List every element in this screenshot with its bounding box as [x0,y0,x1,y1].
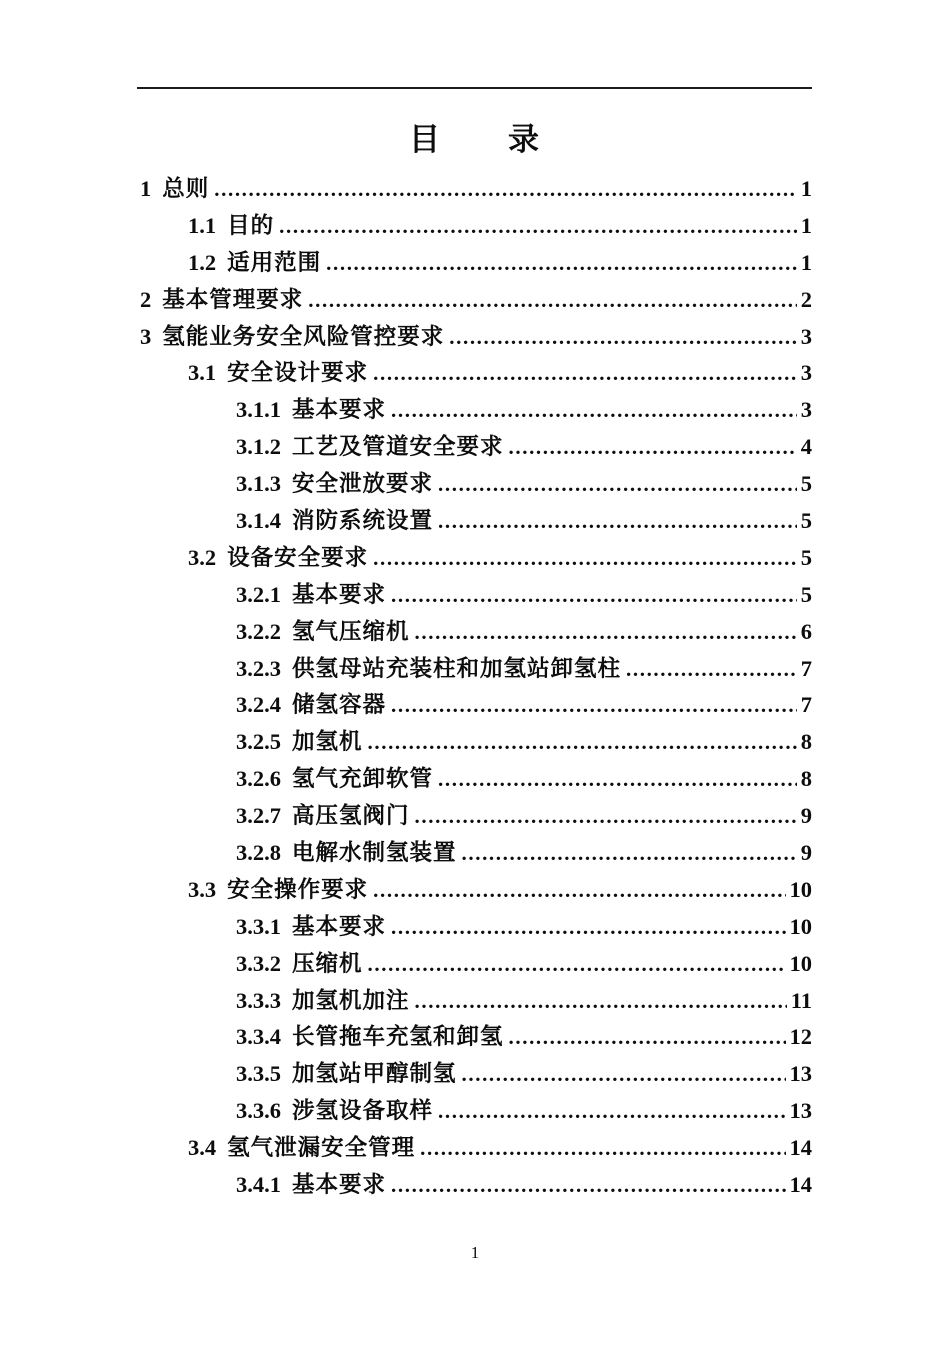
toc-entry-number: 3.2.5 [236,729,281,755]
toc-entry-page: 5 [800,508,812,534]
toc-entry[interactable] [140,355,812,392]
toc-entry[interactable] [140,245,812,282]
toc-entry-number: 3.3.5 [236,1061,281,1087]
toc-entry[interactable] [140,651,812,688]
toc-entry-page: 7 [800,692,812,718]
toc-entry-number: 3.1.2 [236,434,281,460]
toc-entry-page: 10 [789,876,812,902]
toc-entry-number: 3.4 [188,1135,217,1161]
toc-entry-page: 5 [800,544,812,570]
toc-entry[interactable] [140,577,812,614]
toc-entry-number: 3.1.4 [236,508,281,534]
toc-entry[interactable] [140,282,812,319]
toc-entry-page: 3 [800,323,812,349]
toc-entry-number: 3.2.8 [236,840,281,866]
toc-entry[interactable] [140,798,812,835]
toc-entry-number: 3.3.6 [236,1098,281,1124]
toc-entry-label: 工艺及管道安全要求 [292,434,504,460]
toc-entry-page: 11 [790,987,812,1013]
toc-entry-label: 加氢站甲醇制氢 [292,1061,457,1087]
toc-leader-dots [214,171,796,208]
toc-entry-page: 7 [800,655,812,681]
toc-entry-page: 13 [789,1061,812,1087]
toc-leader-dots [438,466,797,503]
toc-entry-number: 3.2 [188,544,217,570]
toc-entry[interactable] [140,1130,812,1167]
toc-entry[interactable] [140,946,812,983]
toc-entry-label: 适用范围 [227,249,322,275]
toc-entry[interactable] [140,392,812,429]
toc-entry-page: 5 [800,471,812,497]
toc-entry-number: 3.2.7 [236,803,281,829]
toc-entry[interactable] [140,208,812,245]
toc-leader-dots [279,208,797,245]
toc-entry-page: 13 [789,1098,812,1124]
toc-entry-number: 1 [140,176,152,201]
toc-entry[interactable] [140,1019,812,1056]
toc-entry[interactable] [140,687,812,724]
toc-leader-dots [368,946,786,983]
toc-entry-number: 3.3.4 [236,1024,281,1050]
toc-entry-label: 供氢母站充装柱和加氢站卸氢柱 [292,655,622,681]
toc-entry[interactable] [140,872,812,909]
toc-entry-label: 长管拖车充氢和卸氢 [292,1024,504,1050]
toc-entry-label: 电解水制氢装置 [292,840,457,866]
toc-leader-dots [438,503,797,540]
toc-leader-dots [626,651,797,688]
toc-leader-dots [415,798,797,835]
toc-entry-label: 基本管理要求 [162,286,304,312]
toc-leader-dots [368,724,797,761]
toc-entry-number: 3.1 [188,360,217,386]
toc-entry-label: 储氢容器 [292,692,387,718]
toc-entry-label: 氢气泄漏安全管理 [227,1135,416,1161]
toc-leader-dots [420,1130,785,1167]
toc-entry-label: 安全操作要求 [227,876,369,902]
toc-entry-number: 1.2 [188,249,217,275]
toc-leader-dots [415,983,787,1020]
toc-leader-dots [326,245,797,282]
toc-entry-page: 10 [789,913,812,939]
toc-entry-number: 1.1 [188,212,217,238]
toc-entry-label: 氢气压缩机 [292,618,410,644]
toc-entry-label: 基本要求 [292,397,387,423]
toc-leader-dots [391,909,785,946]
toc-entry-number: 3.3.3 [236,987,281,1013]
toc-entry-number: 3.2.6 [236,766,281,792]
toc-entry-number: 3.3 [188,876,217,902]
toc-entry-label: 加氢机加注 [292,987,410,1013]
toc-entry-label: 氢气充卸软管 [292,766,434,792]
toc-entry-label: 总则 [162,176,210,201]
toc-leader-dots [449,319,796,356]
toc-leader-dots [373,355,797,392]
toc-entry[interactable] [140,319,812,356]
toc-entry[interactable] [140,429,812,466]
toc-entry-page: 9 [800,840,812,866]
toc-entry[interactable] [140,614,812,651]
toc-entry-label: 氢能业务安全风险管控要求 [162,323,445,349]
toc-entry-label: 安全泄放要求 [292,471,434,497]
toc-leader-dots [509,429,797,466]
toc-entry-label: 基本要求 [292,913,387,939]
toc-leader-dots [462,835,797,872]
toc-entry-page: 1 [800,212,812,238]
toc-leader-dots [415,614,797,651]
toc-entry[interactable] [140,1167,812,1204]
toc-entry[interactable] [140,171,812,208]
toc-entry-number: 3.3.1 [236,913,281,939]
toc-entry-label: 设备安全要求 [227,544,369,570]
toc-entry-page: 10 [789,950,812,976]
toc-entry-number: 3.4.1 [236,1172,281,1198]
toc-leader-dots [308,282,796,319]
toc-entry-number: 3.1.3 [236,471,281,497]
toc-entry-label: 目的 [227,212,275,238]
toc-entry-page: 3 [800,360,812,386]
footer-page-number: 1 [470,1243,480,1262]
toc-entry[interactable] [140,1093,812,1130]
toc-entry-number: 3 [140,323,152,349]
toc-entry-page: 4 [800,434,812,460]
toc-leader-dots [462,1056,786,1093]
toc-entry-page: 5 [800,581,812,607]
toc-entry-number: 3.2.2 [236,618,281,644]
toc-leader-dots [391,687,797,724]
toc-entry-page: 8 [800,766,812,792]
toc-list [140,171,812,1204]
toc-entry-label: 高压氢阀门 [292,803,410,829]
toc-entry-label: 基本要求 [292,581,387,607]
toc-entry-number: 3.2.3 [236,655,281,681]
toc-entry-number: 3.2.1 [236,581,281,607]
toc-entry-page: 6 [800,618,812,644]
toc-entry[interactable] [140,761,812,798]
toc-entry[interactable] [140,540,812,577]
toc-entry-label: 压缩机 [292,950,363,976]
toc-leader-dots [373,872,785,909]
toc-entry-number: 2 [140,286,152,312]
toc-entry-page: 2 [800,286,812,312]
toc-entry-label: 消防系统设置 [292,508,434,534]
toc-entry-label: 涉氢设备取样 [292,1098,434,1124]
toc-entry-page: 8 [800,729,812,755]
toc-entry-number: 3.3.2 [236,950,281,976]
toc-title: 目 录 [409,122,541,157]
toc-entry-page: 9 [800,803,812,829]
toc-entry-page: 14 [789,1135,812,1161]
toc-entry[interactable] [140,724,812,761]
toc-leader-dots [438,1093,785,1130]
toc-entry[interactable] [140,1056,812,1093]
toc-leader-dots [391,392,797,429]
toc-entry-page: 14 [789,1172,812,1198]
toc-entry-label: 加氢机 [292,729,363,755]
toc-entry[interactable] [140,835,812,872]
toc-entry-page: 1 [800,249,812,275]
toc-entry-page: 12 [789,1024,812,1050]
toc-leader-dots [373,540,797,577]
toc-entry-label: 安全设计要求 [227,360,369,386]
toc-entry-number: 3.1.1 [236,397,281,423]
toc-entry[interactable] [140,909,812,946]
toc-entry[interactable] [140,983,812,1020]
toc-entry-page: 3 [800,397,812,423]
toc-entry[interactable] [140,466,812,503]
toc-entry-page: 1 [800,176,812,201]
toc-leader-dots [391,1167,785,1204]
toc-leader-dots [438,761,797,798]
toc-entry-number: 3.2.4 [236,692,281,718]
toc-leader-dots [509,1019,786,1056]
header-rule [137,87,812,89]
toc-entry-label: 基本要求 [292,1172,387,1198]
toc-leader-dots [391,577,797,614]
toc-entry[interactable] [140,503,812,540]
